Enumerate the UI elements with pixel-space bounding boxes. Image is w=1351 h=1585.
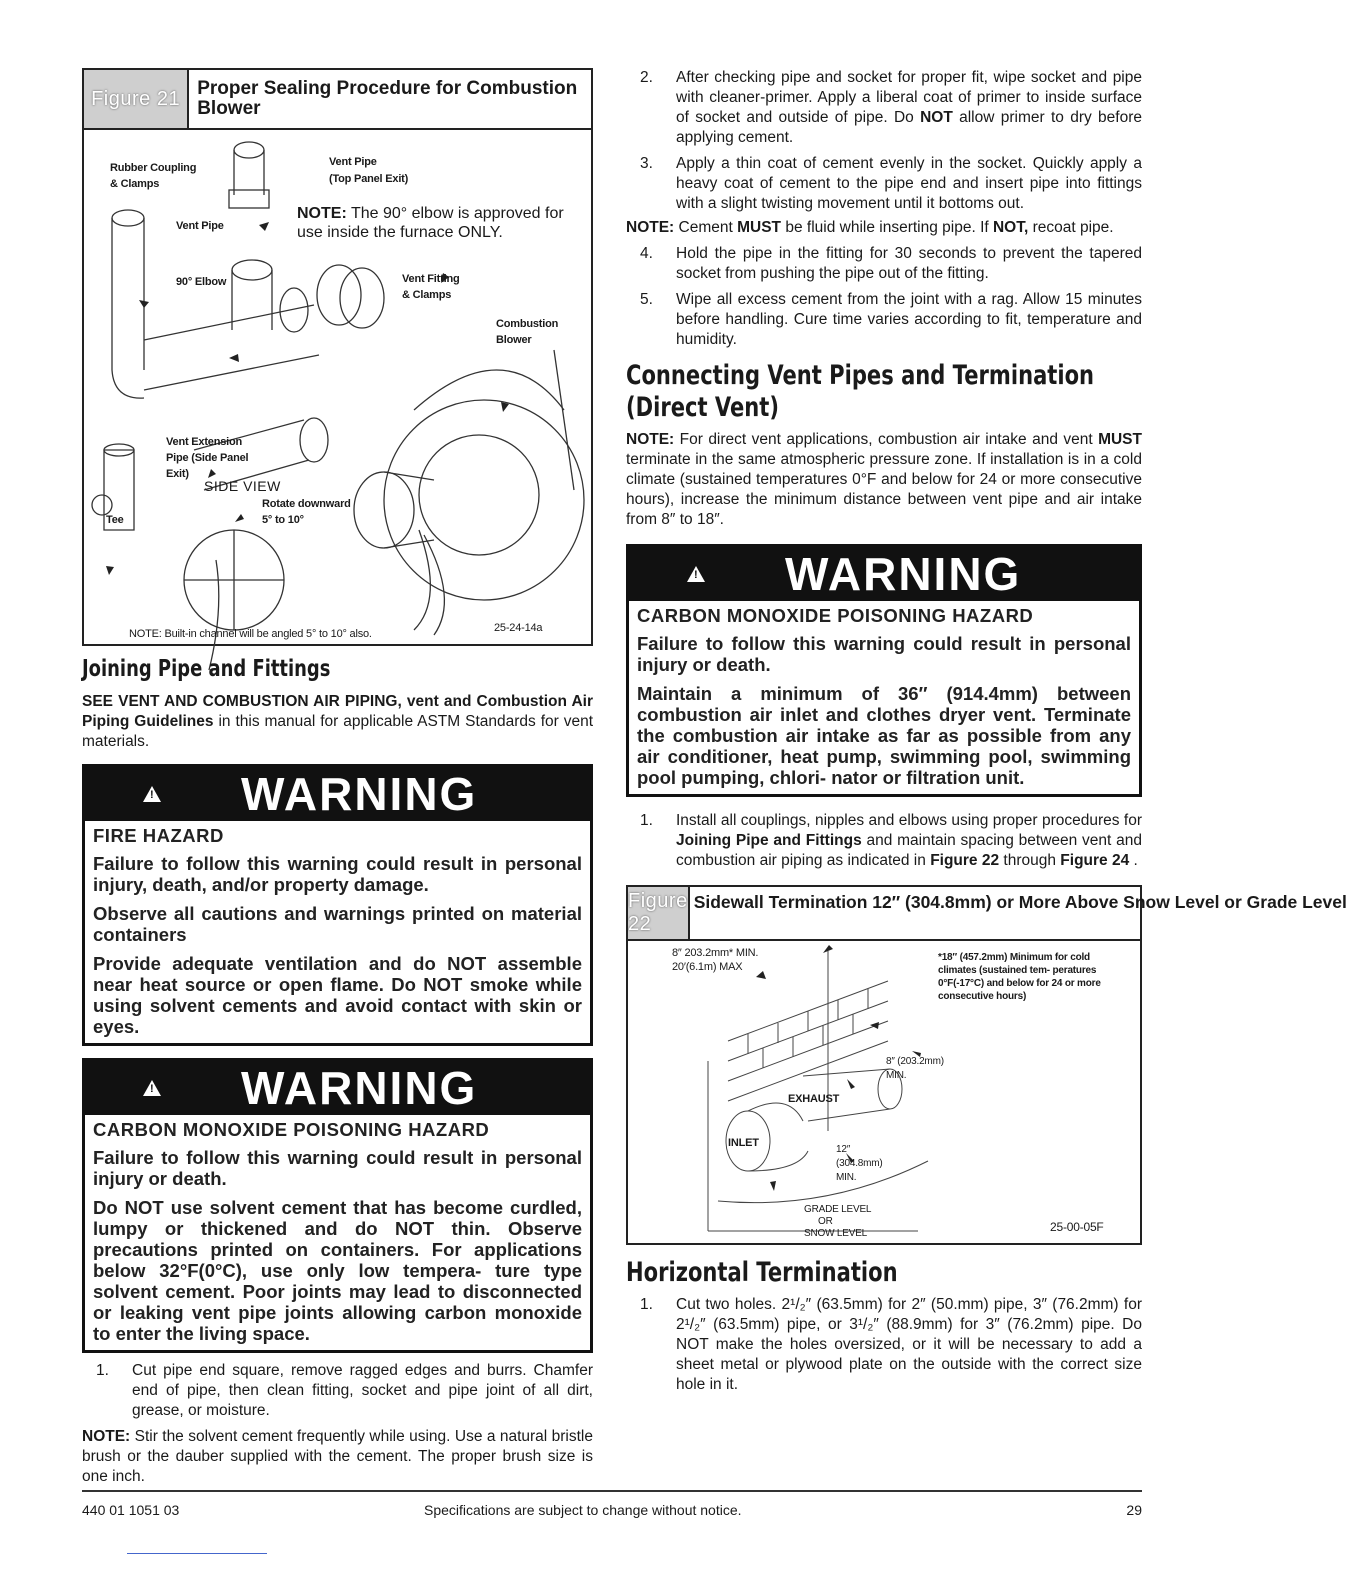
warning-text: Failure to follow this warning could result in personal injury, death, and/or property damage. bbox=[93, 853, 582, 895]
label-combustion: Combustion bbox=[496, 318, 559, 330]
cement-steps-continued bbox=[626, 244, 1142, 350]
heading-connecting-vent: Connecting Vent Pipes and Termination bbox=[626, 360, 1095, 391]
figure-21-title: Proper Sealing Procedure for Combustion Blower bbox=[197, 78, 578, 119]
horizontal-steps bbox=[626, 1295, 1142, 1395]
list-item: 1. Cut pipe end square, remove ragged edges and burrs. Chamfer end of pipe, then clean fitting, socket and pipe joint of all dirt, grease, or moisture. bbox=[96, 1362, 593, 1419]
figure-21-note: NOTE: The 90° elbow is approved for use inside the furnace ONLY. bbox=[297, 205, 564, 241]
warning-banner: ! WARNING bbox=[85, 1061, 590, 1115]
install-steps bbox=[626, 811, 1142, 871]
label-8-203: 8″ (203.2mm) bbox=[886, 1056, 944, 1067]
list-item: 1. Install all couplings, nipples and elbows using proper procedures for Joining Pipe and Fittings and maintain spacing between vent and combustion air piping as indicated in Figure 22 through Figure 24 . bbox=[640, 812, 1142, 869]
label-20-max: 20′(6.1m) MAX bbox=[672, 961, 743, 973]
bottom-link-line bbox=[127, 1553, 267, 1554]
label-304-8mm: (304.8mm) bbox=[836, 1158, 883, 1169]
warning-banner: ! WARNING bbox=[85, 767, 590, 821]
label-pipe-side-panel: Pipe (Side Panel bbox=[166, 452, 249, 464]
warning-hazard-title: CARBON MONOXIDE POISONING HAZARD bbox=[637, 605, 1034, 626]
figure-21-header bbox=[84, 70, 591, 130]
figure-22-title: Sidewall Termination 12″ (304.8mm) or More Above Snow Level or Grade Level bbox=[693, 892, 1347, 912]
list-item: 3. Apply a thin coat of cement evenly in the socket. Quickly apply a heavy coat of cement to the pipe end and insert pipe into fittings with a slight twisting movement until it bottoms out. bbox=[640, 155, 1142, 212]
label-min-2: MIN. bbox=[836, 1172, 857, 1183]
figure-22-code: 25-00-05F bbox=[1050, 1220, 1104, 1234]
figure-22-tag: Figure 22 bbox=[628, 887, 690, 939]
figure-21-tag: Figure 21 bbox=[84, 70, 189, 128]
label-grade-level: GRADE LEVEL bbox=[804, 1204, 872, 1215]
label-12: 12″ bbox=[836, 1144, 851, 1155]
warning-text: Provide adequate ventilation and do NOT assemble near heat source or open flame. Do NOT smoke while using solvent cements and avoid contact with skin or eyes. bbox=[93, 953, 582, 1037]
warning-carbon-monoxide bbox=[82, 1058, 593, 1353]
list-item: 1. Cut two holes. 2¹/₂″ (63.5mm) for 2″ (50.mm) pipe, 3″ (76.2mm) for 2¹/₂″ (63.5mm) pipe, or 3¹/₂″ (88.9mm) for 3″ (76.2mm) pipe. Do NOT make the holes oversized, or it will be necessary to add a sheet metal or plywood plate on the outside with the correct size hole in it. bbox=[640, 1296, 1142, 1393]
label-exhaust: EXHAUST bbox=[788, 1093, 840, 1105]
heading-horizontal-termination: Horizontal Termination bbox=[626, 1257, 898, 1288]
warning-banner: ! WARNING bbox=[629, 547, 1139, 601]
figure-21-code: 25-24-14a bbox=[494, 622, 543, 634]
label-vent-fitting-clamps: & Clamps bbox=[402, 289, 452, 301]
figure-22-header bbox=[628, 887, 1347, 941]
label-8-min: 8″ 203.2mm* MIN. bbox=[672, 947, 759, 959]
cement-steps bbox=[626, 68, 1142, 214]
warning-triangle-icon bbox=[143, 1080, 161, 1096]
page-footer bbox=[82, 1490, 1142, 1518]
label-vent-pipe-top: Vent Pipe bbox=[329, 156, 377, 168]
label-clamps: & Clamps bbox=[110, 178, 160, 190]
label-snow-level: SNOW LEVEL bbox=[804, 1228, 868, 1239]
label-rubber-coupling: Rubber Coupling bbox=[110, 162, 197, 174]
joining-paragraph: SEE VENT AND COMBUSTION AIR PIPING, vent and Combustion Air Piping Guidelines in this manual for applicable ASTM Standards for vent materials. bbox=[82, 693, 594, 750]
warning-text: Do NOT use solvent cement that has become curdled, lumpy or thickened and do NOT thin. Observe precautions printed on containers. For applications below 32°F(0°C), use only low tempera- ture type solvent cement. Poor joints may lead to disconnected or leaking vent pipe joints allowing carbon monoxide to enter the living space. bbox=[93, 1197, 582, 1344]
warning-hazard-title: CARBON MONOXIDE POISONING HAZARD bbox=[93, 1119, 490, 1140]
footer-notice: Specifications are subject to change without notice. bbox=[424, 1502, 742, 1518]
label-or: OR bbox=[818, 1216, 833, 1227]
label-blower: Blower bbox=[496, 334, 532, 346]
document-number: 440 01 1051 03 bbox=[82, 1502, 180, 1518]
label-5-to-10: 5° to 10° bbox=[262, 514, 304, 526]
warning-text: Maintain a minimum of 36″ (914.4mm) between combustion air inlet and clothes dryer vent. Terminate the combustion air intake as far as possible from any air conditioner, heat pump, swimming pool, swimming pool pumping, chlori- nator or filtration unit. bbox=[637, 683, 1131, 788]
heading-joining-pipe: Joining Pipe and Fittings bbox=[82, 656, 331, 682]
label-side-view: SIDE VIEW bbox=[204, 478, 281, 494]
stir-note: NOTE: Stir the solvent cement frequently while using. Use a natural bristle brush or the dauber supplied with the cement. The proper brush size is one inch. bbox=[82, 1428, 593, 1485]
label-top-panel-exit: (Top Panel Exit) bbox=[329, 173, 409, 185]
warning-triangle-icon bbox=[687, 566, 705, 582]
label-min: MIN. bbox=[886, 1070, 907, 1081]
warning-text: Observe all cautions and warnings printed on material containers bbox=[93, 903, 582, 945]
label-exit: Exit) bbox=[166, 468, 189, 480]
figure-22-illustration bbox=[628, 941, 1140, 1243]
warning-triangle-icon bbox=[143, 786, 161, 802]
figure-21 bbox=[82, 68, 593, 646]
list-item: 5. Wipe all excess cement from the joint with a rag. Allow 15 minutes before handling. Cure time varies according to fit, temperature and humidity. bbox=[640, 291, 1142, 348]
figure-21-bottom-note: NOTE: Built-in channel will be angled 5° to 10° also. bbox=[129, 628, 372, 640]
warning-carbon-monoxide-direct bbox=[626, 544, 1142, 797]
figure-22 bbox=[626, 885, 1347, 1245]
label-tee: Tee bbox=[106, 514, 124, 526]
label-vent-extension: Vent Extension bbox=[166, 436, 243, 448]
figure-21-illustration bbox=[84, 130, 591, 644]
label-vent-pipe: Vent Pipe bbox=[176, 220, 224, 232]
label-18-note: *18″ (457.2mm) Minimum for cold climates (sustained tem- peratures 0°F(-17°C) and below for 24 or more consecutive hours) bbox=[938, 952, 1101, 1002]
page-number: 29 bbox=[1126, 1502, 1142, 1518]
label-inlet: INLET bbox=[728, 1137, 759, 1149]
label-vent-fitting: Vent Fitting bbox=[402, 273, 460, 285]
left-column bbox=[82, 68, 593, 1487]
list-item: 2. After checking pipe and socket for proper fit, wipe socket and pipe with cleaner-primer. Apply a liberal coat of primer to inside surface of socket and outside of pipe. Do NOT allow primer to dry before applying cement. bbox=[640, 69, 1142, 146]
list-item: 4. Hold the pipe in the fitting for 30 seconds to prevent the tapered socket from pushing the pipe out of the fitting. bbox=[640, 245, 1142, 282]
direct-vent-note: NOTE: For direct vent applications, combustion air intake and vent MUST terminate in the same atmospheric pressure zone. If installation is in a cold climate (sustained temperatures 0°F and below for 24 or more consecutive hours), increase the minimum distance between vent pipe and air intake from 8″ to 18″. bbox=[626, 431, 1142, 528]
warning-text: Failure to follow this warning could result in personal injury or death. bbox=[637, 633, 1131, 675]
cement-note: NOTE: Cement MUST be fluid while inserting pipe. If NOT, recoat pipe. bbox=[626, 219, 1114, 236]
label-rotate-downward: Rotate downward bbox=[262, 498, 351, 510]
label-90-elbow: 90° Elbow bbox=[176, 276, 227, 288]
right-column bbox=[626, 68, 1347, 1395]
joining-steps bbox=[82, 1361, 593, 1421]
heading-direct-vent: (Direct Vent) bbox=[626, 392, 780, 423]
warning-fire-hazard bbox=[82, 764, 593, 1046]
warning-hazard-title: FIRE HAZARD bbox=[93, 825, 224, 846]
warning-text: Failure to follow this warning could result in personal injury or death. bbox=[93, 1147, 582, 1189]
